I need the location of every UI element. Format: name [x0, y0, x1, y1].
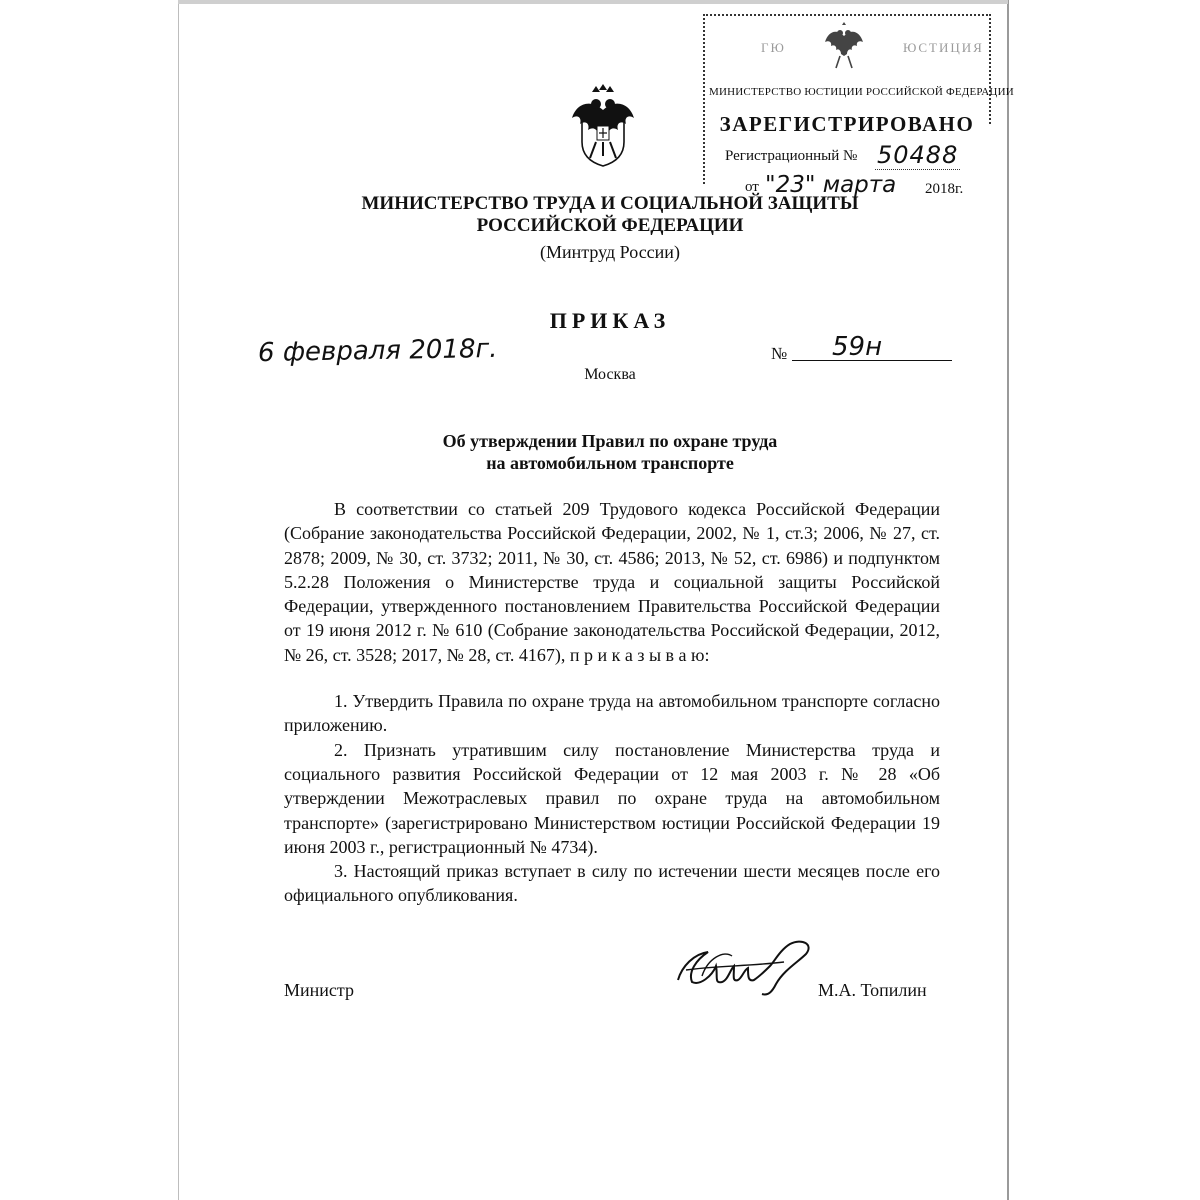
document-type: ПРИКАЗ [549, 308, 671, 333]
signature-icon [672, 936, 822, 998]
coat-of-arms-icon [568, 84, 638, 168]
stamp-reg-number: 50488 [877, 141, 959, 169]
stamp-eagle-icon [823, 22, 865, 70]
document-title [300, 430, 920, 474]
item-3: 3. Настоящий приказ вступает в силу по истечении шести месяцев после его официального опубликования. [284, 861, 940, 906]
ministry-line-1: МИНИСТЕРСТВО ТРУДА И СОЦИАЛЬНОЙ ЗАЩИТЫ [361, 193, 859, 214]
document-body [284, 497, 940, 908]
page-top-edge [178, 0, 1008, 4]
order-date-handwritten: 6 февраля 2018г. [257, 333, 498, 369]
ministry-short-name: (Минтруд России) [540, 242, 680, 262]
stamp-faint-text-right: ЮСТИЦИЯ [903, 40, 984, 55]
stamp-ministry-name: МИНИСТЕРСТВО ЮСТИЦИИ РОССИЙСКОЙ ФЕДЕРАЦИИ [709, 86, 1014, 98]
stamp-status: ЗАРЕГИСТРИРОВАНО [719, 112, 975, 136]
paragraph-gap [284, 667, 940, 689]
stamp-date-handwritten: "23" марта [765, 172, 897, 198]
stamp-border-top [703, 14, 991, 18]
title-line-2: на автомобильном транспорте [486, 453, 734, 473]
stamp-reg-label: Регистрационный № [725, 148, 858, 164]
signer-role: Министр [284, 980, 354, 1000]
stamp-date-prefix: от [745, 179, 759, 195]
ministry-name [300, 193, 920, 237]
stamp-border-right [987, 14, 991, 124]
stamp-faint-text-left: ГЮ [761, 40, 786, 55]
order-number-handwritten: 59н [832, 332, 883, 362]
city: Москва [584, 366, 636, 383]
signer-name: М.А. Топилин [818, 980, 927, 1000]
item-2: 2. Признать утратившим силу постановление Министерства труда и социального развития Российской Федерации от 12 мая 2003 г. № 28 «Об утверждении Межотраслевых правил по охране труда на автомобильном транспорте» (зарегистрировано Министерством юстиции Российской Федерации 19 июня 2003 г., регистрационный № 4734). [284, 739, 940, 857]
title-line-1: Об утверждении Правил по охране труда [442, 431, 778, 451]
preamble-paragraph: В соответствии со статьей 209 Трудового кодекса Российской Федерации (Собрание законодательства Российской Федерации, 2002, № 1, ст.3; 2006, № 27, ст. 2878; 2009, № 30, ст. 3732; 2011, № 30, ст. 4586; 2013, № 52, ст. 6986) и подпунктом 5.2.28 Положения о Министерстве труда и социальной защиты Российской Федерации, утвержденного постановлением Правительства Российской Федерации от 19 июня 2012 г. № 610 (Собрание законодательства Российской Федерации, 2012, № 26, ст. 3528; 2017, № 28, ст. 4167), п р и к а з ы в а ю: [284, 499, 940, 665]
stamp-year: 2018г. [925, 181, 964, 197]
registration-stamp [703, 14, 1014, 198]
ministry-line-2: РОССИЙСКОЙ ФЕДЕРАЦИИ [476, 215, 744, 236]
item-1: 1. Утвердить Правила по охране труда на автомобильном транспорте согласно приложению. [284, 691, 940, 736]
stamp-border-left [703, 14, 707, 184]
order-number-label: № [771, 344, 788, 363]
